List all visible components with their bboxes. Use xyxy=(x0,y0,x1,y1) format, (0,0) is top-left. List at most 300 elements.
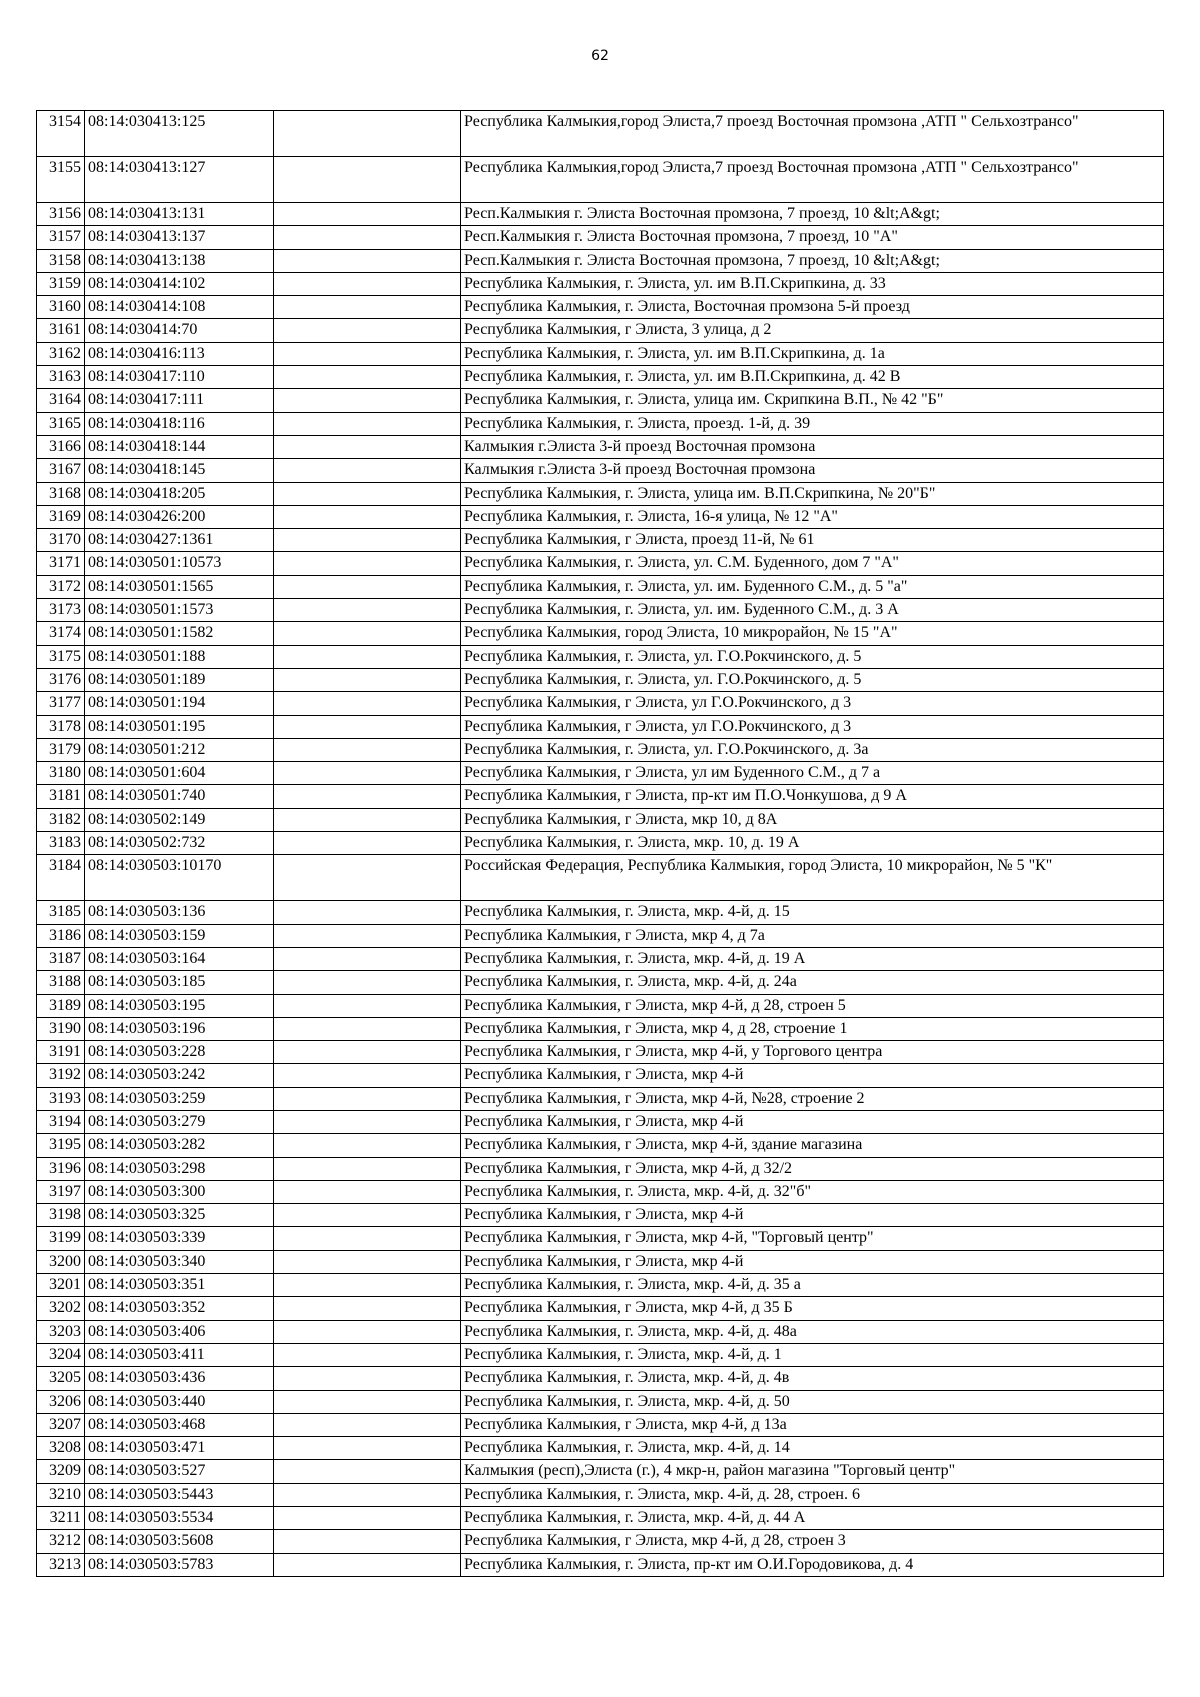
address: Республика Калмыкия, г. Элиста, 16-я улица, № 12 "А" xyxy=(461,505,1164,528)
row-number: 3188 xyxy=(37,971,85,994)
table-row xyxy=(37,785,1164,808)
address: Республика Калмыкия, г. Элиста, мкр. 4-й, д. 48а xyxy=(461,1320,1164,1343)
table-row xyxy=(37,1483,1164,1506)
empty-cell xyxy=(274,855,461,901)
cadastral-number: 08:14:030503:136 xyxy=(85,901,274,924)
cadastral-number: 08:14:030501:740 xyxy=(85,785,274,808)
table-row xyxy=(37,808,1164,831)
cadastral-number: 08:14:030427:1361 xyxy=(85,529,274,552)
cadastral-number: 08:14:030501:1565 xyxy=(85,575,274,598)
empty-cell xyxy=(274,272,461,295)
empty-cell xyxy=(274,1460,461,1483)
table-row xyxy=(37,622,1164,645)
table-row xyxy=(37,971,1164,994)
address: Республика Калмыкия, г Элиста, мкр 10, д 8А xyxy=(461,808,1164,831)
table-row xyxy=(37,1390,1164,1413)
cadastral-number: 08:14:030503:406 xyxy=(85,1320,274,1343)
table-row xyxy=(37,319,1164,342)
table-row xyxy=(37,1507,1164,1530)
empty-cell xyxy=(274,1507,461,1530)
empty-cell xyxy=(274,459,461,482)
cadastral-number: 08:14:030503:471 xyxy=(85,1437,274,1460)
row-number: 3196 xyxy=(37,1157,85,1180)
row-number: 3154 xyxy=(37,111,85,157)
address: Респ.Калмыкия г. Элиста Восточная промзона, 7 проезд, 10 "А" xyxy=(461,226,1164,249)
row-number: 3185 xyxy=(37,901,85,924)
table-row xyxy=(37,412,1164,435)
cadastral-number: 08:14:030503:279 xyxy=(85,1110,274,1133)
address: Республика Калмыкия, г. Элиста, ул. им В.П.Скрипкина, д. 42 В xyxy=(461,366,1164,389)
empty-cell xyxy=(274,1320,461,1343)
row-number: 3193 xyxy=(37,1087,85,1110)
table-row xyxy=(37,1553,1164,1576)
cadastral-number: 08:14:030416:113 xyxy=(85,342,274,365)
address: Республика Калмыкия, г. Элиста, ул. Г.О.Рокчинского, д. 5 xyxy=(461,645,1164,668)
address: Республика Калмыкия, г Элиста, мкр 4-й, д 28, строен 3 xyxy=(461,1530,1164,1553)
row-number: 3194 xyxy=(37,1110,85,1133)
table-row xyxy=(37,249,1164,272)
address: Республика Калмыкия, г Элиста, мкр 4-й xyxy=(461,1204,1164,1227)
table-row xyxy=(37,762,1164,785)
row-number: 3201 xyxy=(37,1274,85,1297)
cadastral-number: 08:14:030501:189 xyxy=(85,668,274,691)
empty-cell xyxy=(274,832,461,855)
table-row xyxy=(37,1297,1164,1320)
table-row xyxy=(37,855,1164,901)
address: Республика Калмыкия, г Элиста, ул Г.О.Рокчинского, д 3 xyxy=(461,715,1164,738)
cadastral-number: 08:14:030503:5608 xyxy=(85,1530,274,1553)
row-number: 3179 xyxy=(37,738,85,761)
address: Республика Калмыкия, г. Элиста, мкр. 4-й, д. 14 xyxy=(461,1437,1164,1460)
table-row xyxy=(37,1320,1164,1343)
address: Республика Калмыкия, г Элиста, мкр 4-й, д 35 Б xyxy=(461,1297,1164,1320)
row-number: 3170 xyxy=(37,529,85,552)
address: Республика Калмыкия,город Элиста,7 проезд Восточная промзона ,АТП " Сельхозтрансо" xyxy=(461,157,1164,203)
table-row xyxy=(37,668,1164,691)
table-row xyxy=(37,1460,1164,1483)
empty-cell xyxy=(274,1367,461,1390)
empty-cell xyxy=(274,1204,461,1227)
empty-cell xyxy=(274,762,461,785)
empty-cell xyxy=(274,947,461,970)
table-row xyxy=(37,1110,1164,1133)
row-number: 3202 xyxy=(37,1297,85,1320)
row-number: 3160 xyxy=(37,296,85,319)
address: Республика Калмыкия, г Элиста, мкр 4-й, №28, строение 2 xyxy=(461,1087,1164,1110)
address: Республика Калмыкия, г. Элиста, ул. Г.О.Рокчинского, д. 5 xyxy=(461,668,1164,691)
page-number: 62 xyxy=(591,48,609,64)
address: Республика Калмыкия, г. Элиста, мкр. 4-й, д. 4в xyxy=(461,1367,1164,1390)
address: Республика Калмыкия, г. Элиста, мкр. 4-й, д. 50 xyxy=(461,1390,1164,1413)
row-number: 3210 xyxy=(37,1483,85,1506)
cadastral-number: 08:14:030503:195 xyxy=(85,994,274,1017)
cadastral-number: 08:14:030418:205 xyxy=(85,482,274,505)
cadastral-number: 08:14:030503:339 xyxy=(85,1227,274,1250)
empty-cell xyxy=(274,599,461,622)
address: Республика Калмыкия, г. Элиста, улица им. В.П.Скрипкина, № 20"Б" xyxy=(461,482,1164,505)
empty-cell xyxy=(274,1250,461,1273)
table-row xyxy=(37,342,1164,365)
cadastral-number: 08:14:030501:1582 xyxy=(85,622,274,645)
empty-cell xyxy=(274,342,461,365)
cadastral-number: 08:14:030503:468 xyxy=(85,1413,274,1436)
registry-table-body xyxy=(37,111,1164,1577)
address: Республика Калмыкия, г Элиста, мкр 4-й xyxy=(461,1250,1164,1273)
empty-cell xyxy=(274,412,461,435)
row-number: 3178 xyxy=(37,715,85,738)
cadastral-number: 08:14:030502:149 xyxy=(85,808,274,831)
row-number: 3172 xyxy=(37,575,85,598)
table-row xyxy=(37,1064,1164,1087)
row-number: 3184 xyxy=(37,855,85,901)
empty-cell xyxy=(274,249,461,272)
row-number: 3189 xyxy=(37,994,85,1017)
row-number: 3203 xyxy=(37,1320,85,1343)
row-number: 3197 xyxy=(37,1180,85,1203)
cadastral-number: 08:14:030501:195 xyxy=(85,715,274,738)
cadastral-number: 08:14:030503:5534 xyxy=(85,1507,274,1530)
empty-cell xyxy=(274,111,461,157)
row-number: 3180 xyxy=(37,762,85,785)
cadastral-number: 08:14:030413:138 xyxy=(85,249,274,272)
cadastral-number: 08:14:030503:298 xyxy=(85,1157,274,1180)
row-number: 3212 xyxy=(37,1530,85,1553)
table-row xyxy=(37,389,1164,412)
address: Республика Калмыкия, г. Элиста, ул. С.М. Буденного, дом 7 "А" xyxy=(461,552,1164,575)
address: Республика Калмыкия, г. Элиста, Восточная промзона 5-й проезд xyxy=(461,296,1164,319)
table-row xyxy=(37,1437,1164,1460)
row-number: 3191 xyxy=(37,1041,85,1064)
empty-cell xyxy=(274,1087,461,1110)
empty-cell xyxy=(274,575,461,598)
cadastral-number: 08:14:030503:228 xyxy=(85,1041,274,1064)
empty-cell xyxy=(274,622,461,645)
empty-cell xyxy=(274,505,461,528)
row-number: 3176 xyxy=(37,668,85,691)
empty-cell xyxy=(274,1227,461,1250)
empty-cell xyxy=(274,808,461,831)
address: Республика Калмыкия, г Элиста, ул им Буденного С.М., д 7 а xyxy=(461,762,1164,785)
empty-cell xyxy=(274,1553,461,1576)
address: Республика Калмыкия, г. Элиста, улица им. Скрипкина В.П., № 42 "Б" xyxy=(461,389,1164,412)
empty-cell xyxy=(274,529,461,552)
row-number: 3173 xyxy=(37,599,85,622)
table-row xyxy=(37,599,1164,622)
table-row xyxy=(37,1530,1164,1553)
table-row xyxy=(37,1017,1164,1040)
row-number: 3195 xyxy=(37,1134,85,1157)
table-row xyxy=(37,1413,1164,1436)
address: Калмыкия г.Элиста 3-й проезд Восточная промзона xyxy=(461,459,1164,482)
empty-cell xyxy=(274,1530,461,1553)
row-number: 3200 xyxy=(37,1250,85,1273)
address: Респ.Калмыкия г. Элиста Восточная промзона, 7 проезд, 10 &lt;А&gt; xyxy=(461,249,1164,272)
empty-cell xyxy=(274,1017,461,1040)
row-number: 3171 xyxy=(37,552,85,575)
row-number: 3167 xyxy=(37,459,85,482)
empty-cell xyxy=(274,1157,461,1180)
empty-cell xyxy=(274,319,461,342)
cadastral-number: 08:14:030503:300 xyxy=(85,1180,274,1203)
empty-cell xyxy=(274,785,461,808)
row-number: 3187 xyxy=(37,947,85,970)
registry-table xyxy=(36,110,1164,1577)
table-row xyxy=(37,1204,1164,1227)
cadastral-number: 08:14:030418:144 xyxy=(85,435,274,458)
row-number: 3190 xyxy=(37,1017,85,1040)
address: Республика Калмыкия, г. Элиста, ул. Г.О.Рокчинского, д. 3а xyxy=(461,738,1164,761)
cadastral-number: 08:14:030503:282 xyxy=(85,1134,274,1157)
address: Республика Калмыкия, г. Элиста, мкр. 10, д. 19 А xyxy=(461,832,1164,855)
row-number: 3205 xyxy=(37,1367,85,1390)
table-row xyxy=(37,203,1164,226)
table-row xyxy=(37,692,1164,715)
row-number: 3181 xyxy=(37,785,85,808)
cadastral-number: 08:14:030426:200 xyxy=(85,505,274,528)
table-row xyxy=(37,366,1164,389)
address: Республика Калмыкия, г Элиста, мкр 4-й, д 32/2 xyxy=(461,1157,1164,1180)
address: Респ.Калмыкия г. Элиста Восточная промзона, 7 проезд, 10 &lt;А&gt; xyxy=(461,203,1164,226)
empty-cell xyxy=(274,971,461,994)
address: Калмыкия г.Элиста 3-й проезд Восточная промзона xyxy=(461,435,1164,458)
address: Российская Федерация, Республика Калмыкия, город Элиста, 10 микрорайон, № 5 "К" xyxy=(461,855,1164,901)
cadastral-number: 08:14:030417:110 xyxy=(85,366,274,389)
table-row xyxy=(37,111,1164,157)
address: Республика Калмыкия, г Элиста, ул Г.О.Рокчинского, д 3 xyxy=(461,692,1164,715)
row-number: 3175 xyxy=(37,645,85,668)
table-row xyxy=(37,505,1164,528)
address: Республика Калмыкия, г. Элиста, мкр. 4-й, д. 15 xyxy=(461,901,1164,924)
table-row xyxy=(37,1041,1164,1064)
empty-cell xyxy=(274,296,461,319)
table-row xyxy=(37,715,1164,738)
cadastral-number: 08:14:030503:411 xyxy=(85,1343,274,1366)
row-number: 3155 xyxy=(37,157,85,203)
address: Республика Калмыкия, г Элиста, мкр 4, д 28, строение 1 xyxy=(461,1017,1164,1040)
row-number: 3156 xyxy=(37,203,85,226)
cadastral-number: 08:14:030502:732 xyxy=(85,832,274,855)
address: Республика Калмыкия, г. Элиста, проезд. 1-й, д. 39 xyxy=(461,412,1164,435)
row-number: 3161 xyxy=(37,319,85,342)
cadastral-number: 08:14:030503:185 xyxy=(85,971,274,994)
empty-cell xyxy=(274,901,461,924)
table-row xyxy=(37,435,1164,458)
cadastral-number: 08:14:030413:125 xyxy=(85,111,274,157)
row-number: 3186 xyxy=(37,924,85,947)
cadastral-number: 08:14:030413:131 xyxy=(85,203,274,226)
row-number: 3177 xyxy=(37,692,85,715)
row-number: 3166 xyxy=(37,435,85,458)
address: Республика Калмыкия, г. Элиста, мкр. 4-й, д. 19 А xyxy=(461,947,1164,970)
address: Республика Калмыкия, г Элиста, мкр 4-й xyxy=(461,1064,1164,1087)
cadastral-number: 08:14:030418:145 xyxy=(85,459,274,482)
table-row xyxy=(37,1343,1164,1366)
cadastral-number: 08:14:030503:259 xyxy=(85,1087,274,1110)
table-row xyxy=(37,157,1164,203)
address: Республика Калмыкия, г Элиста, пр-кт им П.О.Чонкушова, д 9 А xyxy=(461,785,1164,808)
empty-cell xyxy=(274,994,461,1017)
empty-cell xyxy=(274,645,461,668)
empty-cell xyxy=(274,715,461,738)
row-number: 3183 xyxy=(37,832,85,855)
table-row xyxy=(37,738,1164,761)
cadastral-number: 08:14:030413:137 xyxy=(85,226,274,249)
row-number: 3209 xyxy=(37,1460,85,1483)
cadastral-number: 08:14:030501:604 xyxy=(85,762,274,785)
table-row xyxy=(37,832,1164,855)
row-number: 3157 xyxy=(37,226,85,249)
table-row xyxy=(37,1157,1164,1180)
cadastral-number: 08:14:030503:527 xyxy=(85,1460,274,1483)
empty-cell xyxy=(274,482,461,505)
address: Республика Калмыкия, г. Элиста, мкр. 4-й, д. 35 а xyxy=(461,1274,1164,1297)
address: Республика Калмыкия, г Элиста, проезд 11-й, № 61 xyxy=(461,529,1164,552)
cadastral-number: 08:14:030503:10170 xyxy=(85,855,274,901)
empty-cell xyxy=(274,366,461,389)
cadastral-number: 08:14:030503:440 xyxy=(85,1390,274,1413)
address: Республика Калмыкия, г Элиста, мкр 4-й, д 13а xyxy=(461,1413,1164,1436)
row-number: 3162 xyxy=(37,342,85,365)
address: Республика Калмыкия,город Элиста,7 проезд Восточная промзона ,АТП " Сельхозтрансо" xyxy=(461,111,1164,157)
table-row xyxy=(37,296,1164,319)
table-row xyxy=(37,575,1164,598)
empty-cell xyxy=(274,1343,461,1366)
empty-cell xyxy=(274,1437,461,1460)
empty-cell xyxy=(274,1180,461,1203)
cadastral-number: 08:14:030414:102 xyxy=(85,272,274,295)
empty-cell xyxy=(274,1134,461,1157)
empty-cell xyxy=(274,738,461,761)
empty-cell xyxy=(274,1483,461,1506)
empty-cell xyxy=(274,1274,461,1297)
row-number: 3165 xyxy=(37,412,85,435)
cadastral-number: 08:14:030501:194 xyxy=(85,692,274,715)
cadastral-number: 08:14:030503:351 xyxy=(85,1274,274,1297)
table-row xyxy=(37,1274,1164,1297)
table-row xyxy=(37,1134,1164,1157)
empty-cell xyxy=(274,203,461,226)
cadastral-number: 08:14:030418:116 xyxy=(85,412,274,435)
empty-cell xyxy=(274,1390,461,1413)
empty-cell xyxy=(274,389,461,412)
cadastral-number: 08:14:030414:108 xyxy=(85,296,274,319)
address: Республика Калмыкия, г. Элиста, ул. им В.П.Скрипкина, д. 1а xyxy=(461,342,1164,365)
empty-cell xyxy=(274,1041,461,1064)
table-row xyxy=(37,994,1164,1017)
address: Республика Калмыкия, г. Элиста, мкр. 4-й, д. 32"б" xyxy=(461,1180,1164,1203)
cadastral-number: 08:14:030501:188 xyxy=(85,645,274,668)
address: Республика Калмыкия, г. Элиста, мкр. 4-й, д. 28, строен. 6 xyxy=(461,1483,1164,1506)
table-row xyxy=(37,482,1164,505)
row-number: 3208 xyxy=(37,1437,85,1460)
cadastral-number: 08:14:030503:5783 xyxy=(85,1553,274,1576)
empty-cell xyxy=(274,226,461,249)
row-number: 3169 xyxy=(37,505,85,528)
table-row xyxy=(37,947,1164,970)
address: Республика Калмыкия, город Элиста, 10 микрорайон, № 15 "А" xyxy=(461,622,1164,645)
empty-cell xyxy=(274,1297,461,1320)
address: Республика Калмыкия, г Элиста, мкр 4-й, у Торгового центра xyxy=(461,1041,1164,1064)
empty-cell xyxy=(274,552,461,575)
cadastral-number: 08:14:030413:127 xyxy=(85,157,274,203)
cadastral-number: 08:14:030503:5443 xyxy=(85,1483,274,1506)
row-number: 3174 xyxy=(37,622,85,645)
row-number: 3168 xyxy=(37,482,85,505)
cadastral-number: 08:14:030503:159 xyxy=(85,924,274,947)
address: Республика Калмыкия, г. Элиста, мкр. 4-й, д. 1 xyxy=(461,1343,1164,1366)
row-number: 3207 xyxy=(37,1413,85,1436)
table-row xyxy=(37,924,1164,947)
empty-cell xyxy=(274,1413,461,1436)
cadastral-number: 08:14:030501:1573 xyxy=(85,599,274,622)
table-row xyxy=(37,901,1164,924)
row-number: 3198 xyxy=(37,1204,85,1227)
table-row xyxy=(37,1227,1164,1250)
address: Республика Калмыкия, г Элиста, 3 улица, д 2 xyxy=(461,319,1164,342)
row-number: 3159 xyxy=(37,272,85,295)
cadastral-number: 08:14:030503:164 xyxy=(85,947,274,970)
address: Республика Калмыкия, г. Элиста, мкр. 4-й, д. 44 А xyxy=(461,1507,1164,1530)
address: Республика Калмыкия, г Элиста, мкр 4, д 7а xyxy=(461,924,1164,947)
table-row xyxy=(37,226,1164,249)
table-row xyxy=(37,529,1164,552)
address: Республика Калмыкия, г Элиста, мкр 4-й, здание магазина xyxy=(461,1134,1164,1157)
empty-cell xyxy=(274,435,461,458)
row-number: 3192 xyxy=(37,1064,85,1087)
empty-cell xyxy=(274,692,461,715)
table-row xyxy=(37,1250,1164,1273)
row-number: 3204 xyxy=(37,1343,85,1366)
row-number: 3163 xyxy=(37,366,85,389)
table-row xyxy=(37,1087,1164,1110)
table-row xyxy=(37,552,1164,575)
address: Республика Калмыкия, г. Элиста, пр-кт им О.И.Городовикова, д. 4 xyxy=(461,1553,1164,1576)
table-row xyxy=(37,459,1164,482)
row-number: 3211 xyxy=(37,1507,85,1530)
address: Республика Калмыкия, г. Элиста, ул. им. Буденного С.М., д. 5 "а" xyxy=(461,575,1164,598)
address: Республика Калмыкия, г. Элиста, ул. им. Буденного С.М., д. 3 А xyxy=(461,599,1164,622)
address: Республика Калмыкия, г Элиста, мкр 4-й, "Торговый центр" xyxy=(461,1227,1164,1250)
address: Республика Калмыкия, г Элиста, мкр 4-й, д 28, строен 5 xyxy=(461,994,1164,1017)
cadastral-number: 08:14:030414:70 xyxy=(85,319,274,342)
cadastral-number: 08:14:030503:196 xyxy=(85,1017,274,1040)
address: Республика Калмыкия, г Элиста, мкр 4-й xyxy=(461,1110,1164,1133)
row-number: 3199 xyxy=(37,1227,85,1250)
row-number: 3182 xyxy=(37,808,85,831)
empty-cell xyxy=(274,924,461,947)
cadastral-number: 08:14:030501:212 xyxy=(85,738,274,761)
cadastral-number: 08:14:030417:111 xyxy=(85,389,274,412)
cadastral-number: 08:14:030503:352 xyxy=(85,1297,274,1320)
row-number: 3164 xyxy=(37,389,85,412)
table-row xyxy=(37,1367,1164,1390)
empty-cell xyxy=(274,668,461,691)
table-row xyxy=(37,645,1164,668)
address: Калмыкия (респ),Элиста (г.), 4 мкр-н, район магазина "Торговый центр" xyxy=(461,1460,1164,1483)
cadastral-number: 08:14:030501:10573 xyxy=(85,552,274,575)
table-row xyxy=(37,272,1164,295)
row-number: 3158 xyxy=(37,249,85,272)
address: Республика Калмыкия, г. Элиста, ул. им В.П.Скрипкина, д. 33 xyxy=(461,272,1164,295)
empty-cell xyxy=(274,1110,461,1133)
cadastral-number: 08:14:030503:325 xyxy=(85,1204,274,1227)
cadastral-number: 08:14:030503:436 xyxy=(85,1367,274,1390)
empty-cell xyxy=(274,157,461,203)
cadastral-number: 08:14:030503:340 xyxy=(85,1250,274,1273)
row-number: 3206 xyxy=(37,1390,85,1413)
row-number: 3213 xyxy=(37,1553,85,1576)
cadastral-number: 08:14:030503:242 xyxy=(85,1064,274,1087)
